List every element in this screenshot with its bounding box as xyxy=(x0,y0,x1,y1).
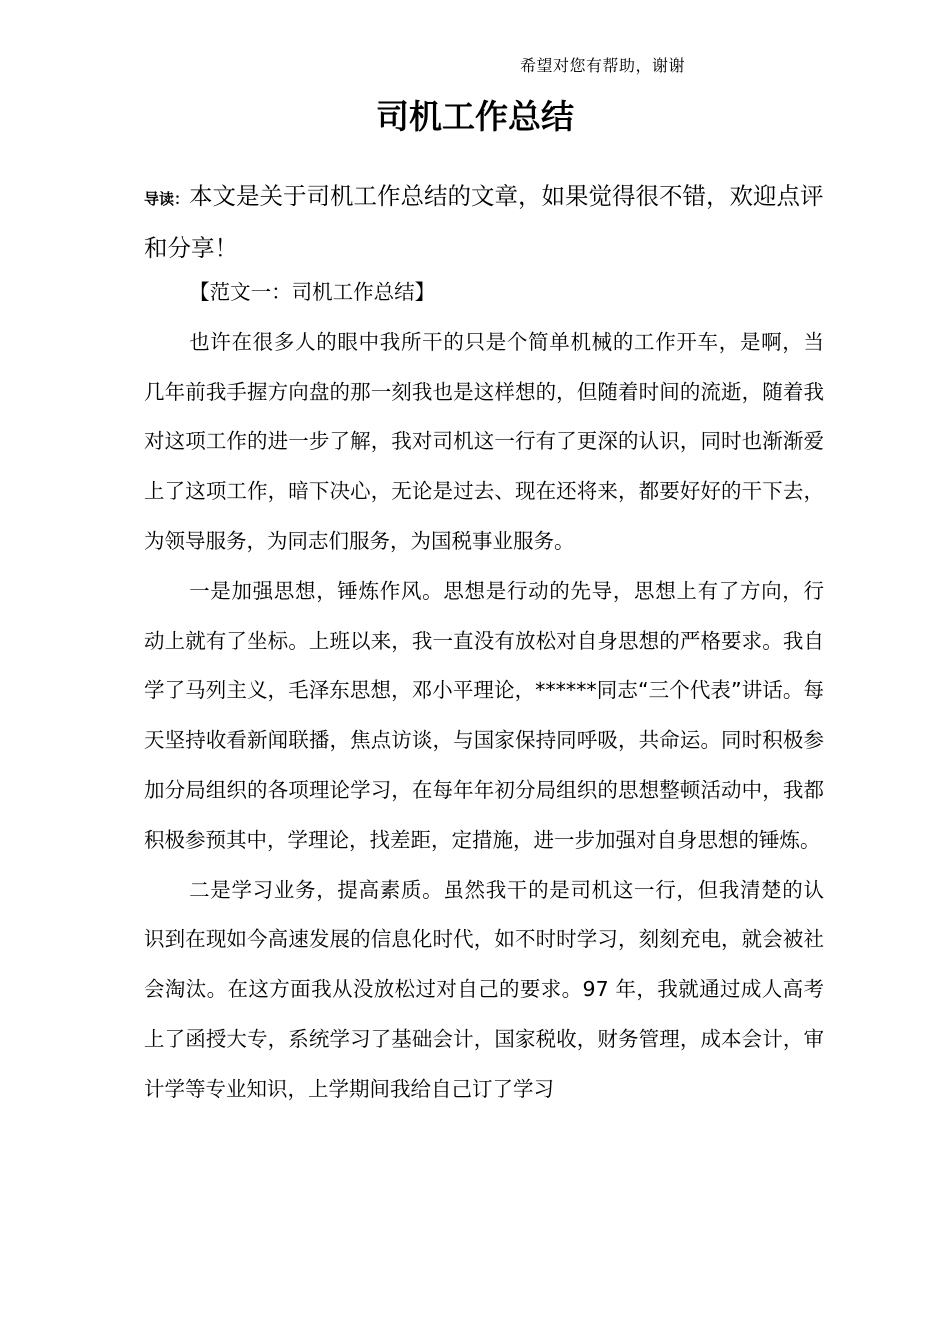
body-paragraph: 一是加强思想，锤炼作风。思想是行动的先导，思想上有了方向，行动上就有了坐标。上班以来，我一直没有放松对自身思想的严格要求。我自学了马列主义，毛泽东思想，邓小平理论，******同志“三个代表”讲话。每天坚持收看新闻联播，焦点访谈，与国家保持同呼吸，共命运。同时积极参加分局组织的各项理论学习，在每年年初分局组织的思想整顿活动中，我都积极参预其中，学理论，找差距，定措施，进一步加强对自身思想的锤炼。 xyxy=(144,578,824,852)
intro-paragraph xyxy=(144,172,824,273)
intro-text: 本文是关于司机工作总结的文章，如果觉得很不错，欢迎点评和分享！ xyxy=(144,182,824,262)
body-paragraph: 也许在很多人的眼中我所干的只是个简单机械的工作开车，是啊，当几年前我手握方向盘的那一刻我也是这样想的，但随着时间的流逝，随着我对这项工作的进一步了解，我对司机这一行有了更深的认识，同时也渐渐爱上了这项工作，暗下决心，无论是过去、现在还将来，都要好好的干下去，为领导服务，为同志们服务，为国税事业服务。 xyxy=(144,329,824,553)
document-title: 司机工作总结 xyxy=(376,97,574,136)
header-note: 希望对您有帮助，谢谢 xyxy=(520,56,686,75)
body-paragraph: 二是学习业务，提高素质。虽然我干的是司机这一行，但我清楚的认识到在现如今高速发展的信息化时代，如不时时学习，刻刻充电，就会被社会淘汰。在这方面我从没放松过对自己的要求。97 年，我就通过成人高考上了函授大专，系统学习了基础会计，国家税收，财务管理，成本会计，审计学等专业知识，上学期间我给自己订了学习 xyxy=(144,877,824,1101)
document-body xyxy=(144,268,824,1115)
section-heading: 【范文一：司机工作总结】 xyxy=(189,280,436,304)
intro-label: 导读： xyxy=(144,190,190,208)
